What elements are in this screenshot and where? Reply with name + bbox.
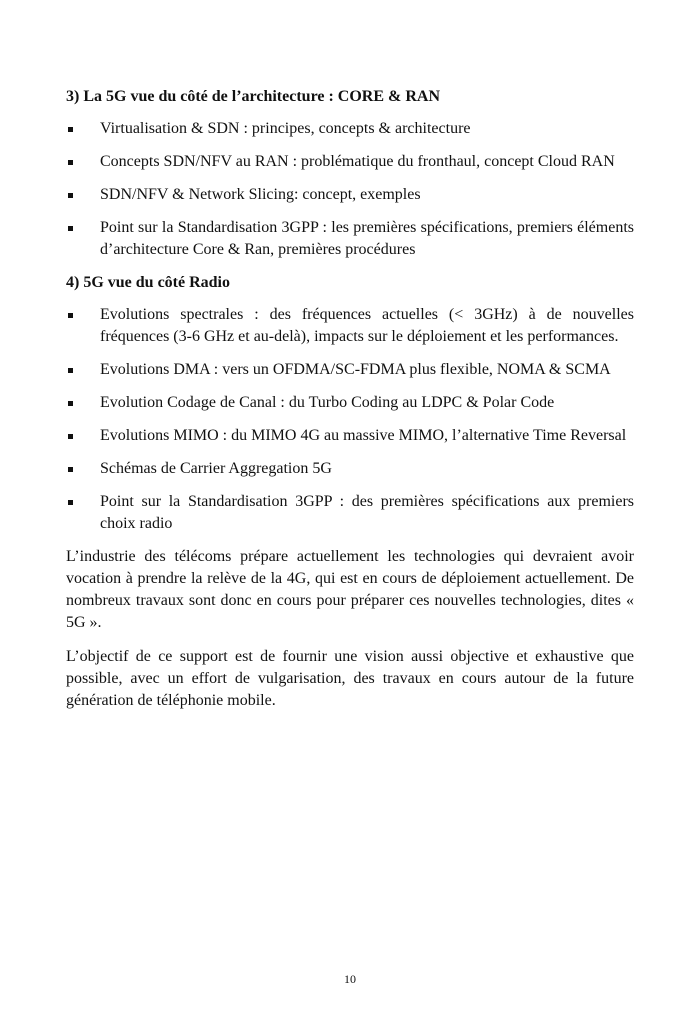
list-item	[66, 392, 634, 414]
square-bullet-icon	[68, 434, 73, 439]
list-item-text: Concepts SDN/NFV au RAN : problématique du fronthaul, concept Cloud RAN	[100, 153, 615, 170]
square-bullet-icon	[68, 500, 73, 505]
square-bullet-icon	[68, 193, 73, 198]
list-item	[66, 359, 634, 381]
document-page	[66, 86, 634, 724]
list-item	[66, 217, 634, 261]
square-bullet-icon	[68, 160, 73, 165]
list-item-text: Point sur la Standardisation 3GPP : les premières spécifications, premiers éléments d’architecture Core & Ran, premières procédures	[100, 219, 634, 258]
square-bullet-icon	[68, 226, 73, 231]
intro-paragraph: L’industrie des télécoms prépare actuellement les technologies qui devraient avoir vocation à prendre la relève de la 4G, qui est en cours de déploiement actuellement. De nombreux travaux sont donc en cours pour préparer ces nouvelles technologies, dites « 5G ».	[66, 548, 634, 631]
section-title-radio: 4) 5G vue du côté Radio	[66, 274, 230, 291]
list-item	[66, 425, 634, 447]
list-item-text: Evolutions DMA : vers un OFDMA/SC-FDMA plus flexible, NOMA & SCMA	[100, 361, 611, 378]
bullet-list-radio	[66, 304, 634, 535]
square-bullet-icon	[68, 401, 73, 406]
list-item-text: Schémas de Carrier Aggregation 5G	[100, 460, 332, 477]
section-title-architecture: 3) La 5G vue du côté de l’architecture : CORE & RAN	[66, 88, 441, 105]
list-item	[66, 304, 634, 348]
list-item-text: Evolutions spectrales : des fréquences actuelles (< 3GHz) à de nouvelles fréquences (3-6 GHz et au-delà), impacts sur le déploiement et les performances.	[100, 306, 634, 345]
page-number: 10	[344, 972, 356, 986]
list-item	[66, 458, 634, 480]
square-bullet-icon	[68, 467, 73, 472]
list-item-text: Evolution Codage de Canal : du Turbo Coding au LDPC & Polar Code	[100, 394, 555, 411]
list-item-text: Virtualisation & SDN : principes, concepts & architecture	[100, 120, 471, 137]
list-item	[66, 184, 634, 206]
square-bullet-icon	[68, 368, 73, 373]
list-item-text: Evolutions MIMO : du MIMO 4G au massive MIMO, l’alternative Time Reversal	[100, 427, 627, 444]
list-item	[66, 118, 634, 140]
square-bullet-icon	[68, 127, 73, 132]
list-item	[66, 491, 634, 535]
objective-paragraph: L’objectif de ce support est de fournir une vision aussi objective et exhaustive que possible, avec un effort de vulgarisation, des travaux en cours autour de la future génération de téléphonie mobile.	[66, 648, 634, 709]
square-bullet-icon	[68, 313, 73, 318]
bullet-list-architecture	[66, 118, 634, 261]
list-item-text: SDN/NFV & Network Slicing: concept, exemples	[100, 186, 421, 203]
list-item	[66, 151, 634, 173]
list-item-text: Point sur la Standardisation 3GPP : des premières spécifications aux premiers choix radio	[100, 493, 634, 532]
